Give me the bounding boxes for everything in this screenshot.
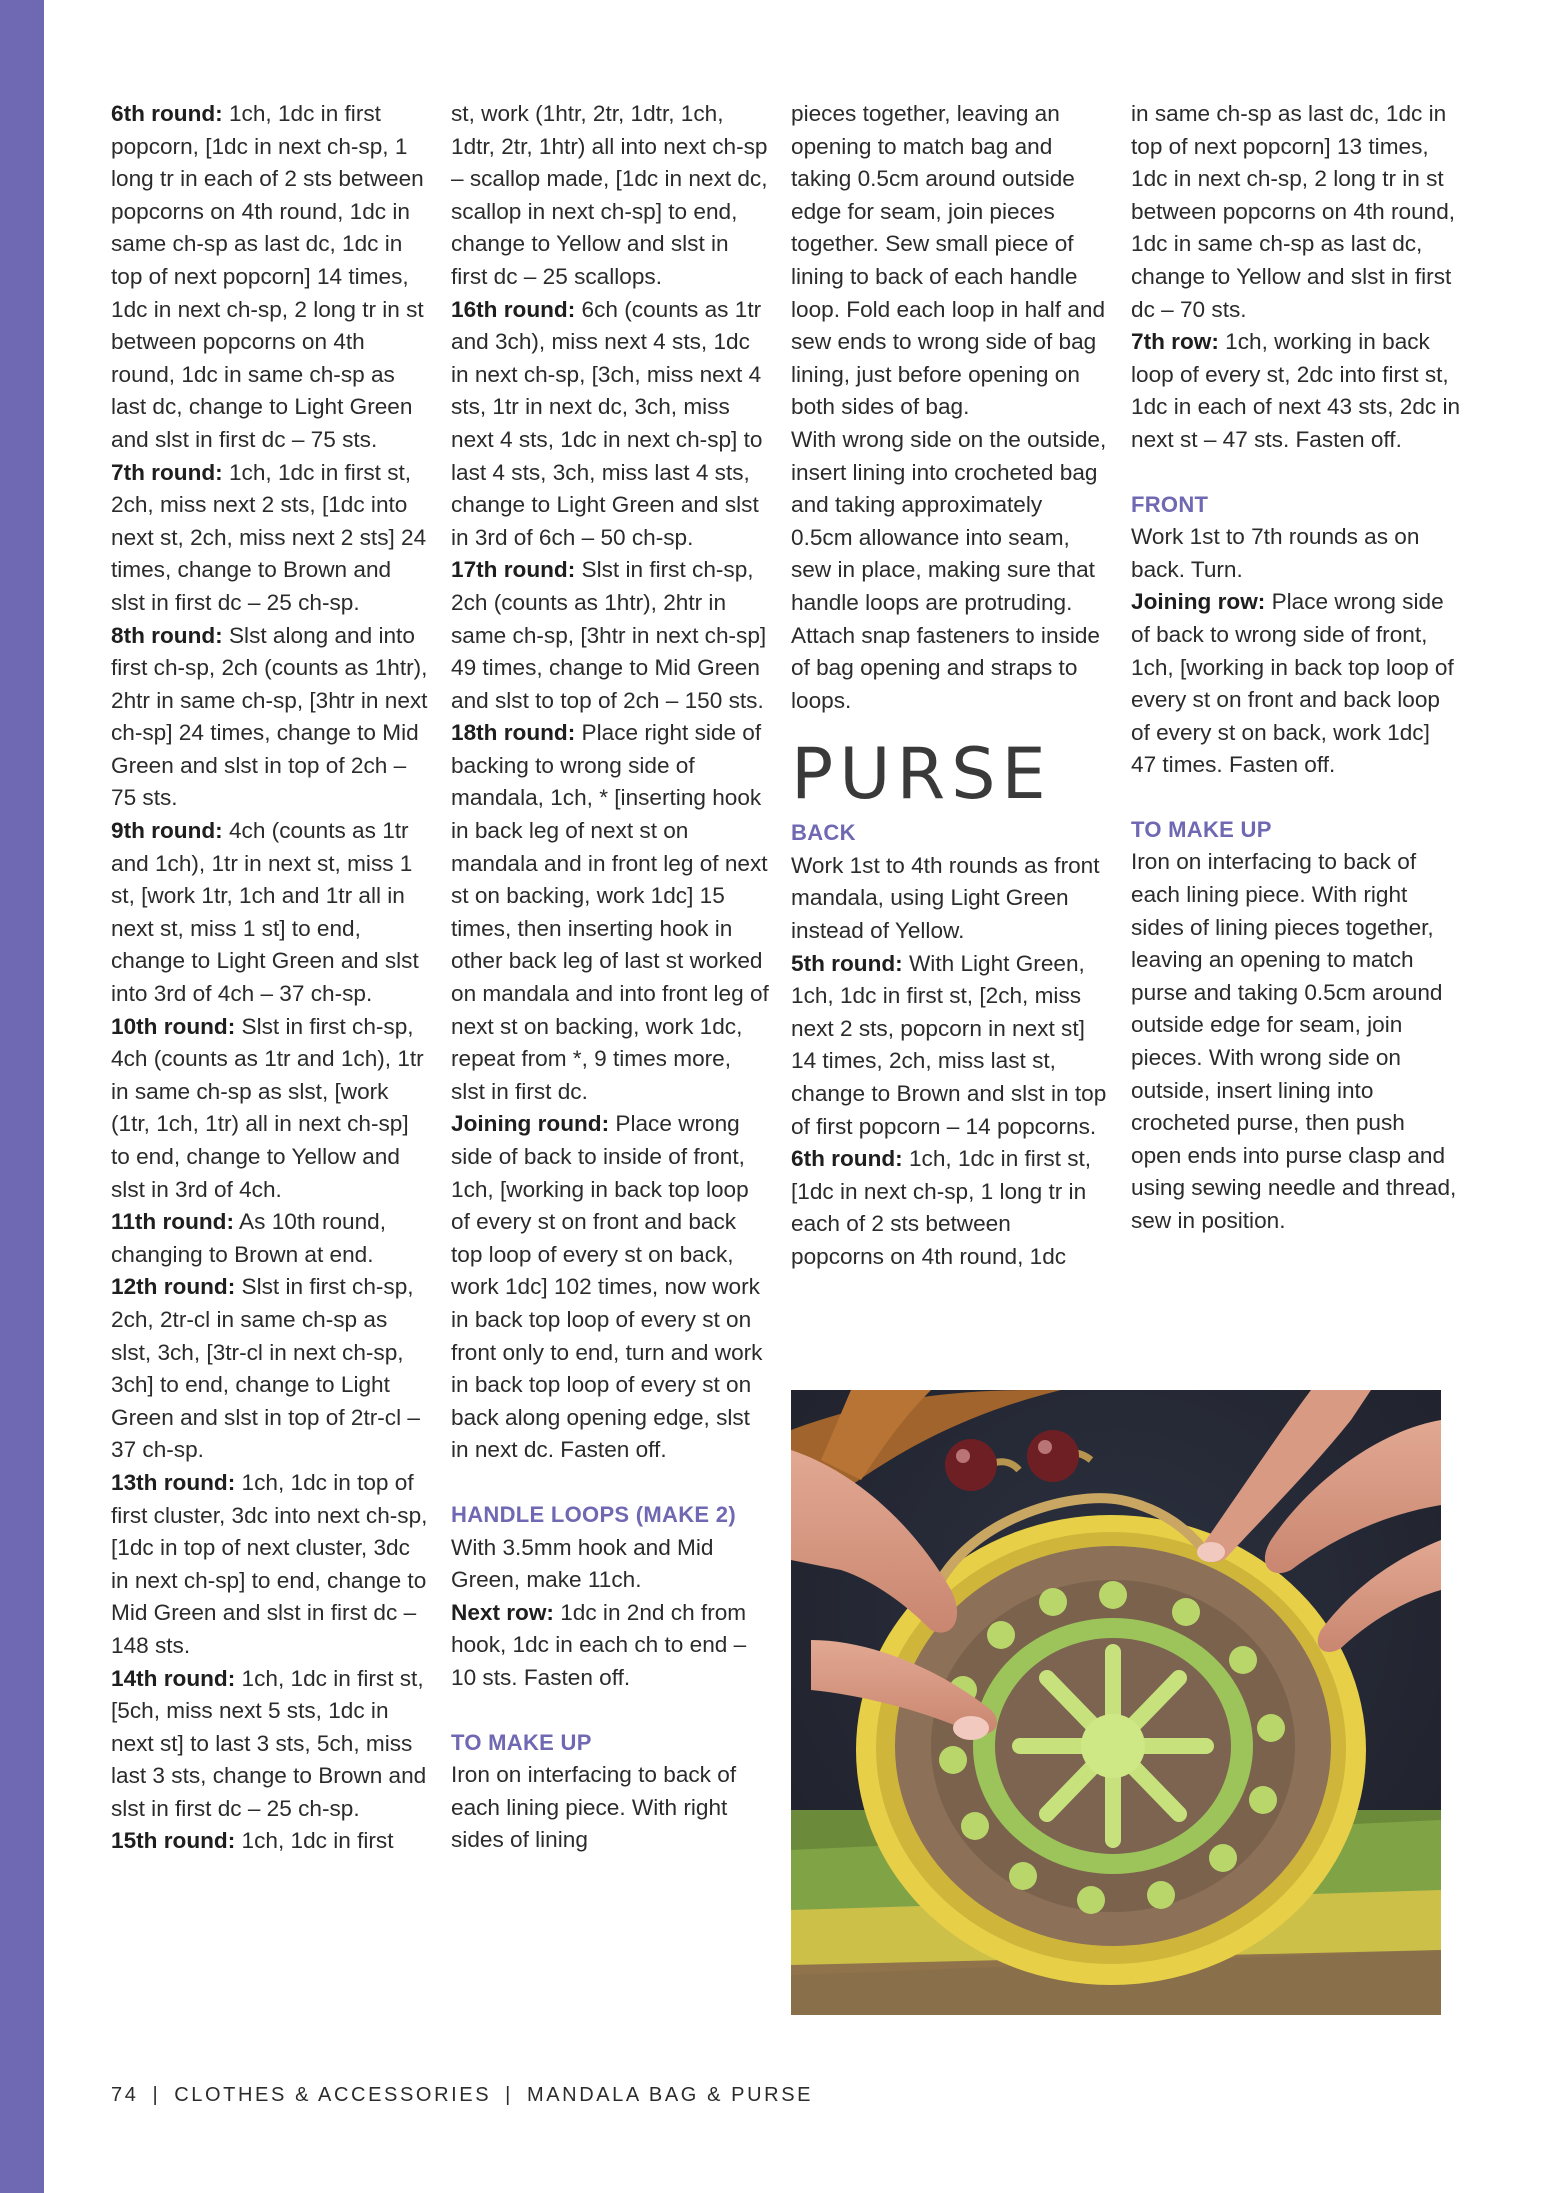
instruction-label: Joining round: — [451, 1111, 610, 1137]
instruction-paragraph — [111, 815, 429, 1011]
instruction-text: 1ch, 1dc in first — [235, 1828, 394, 1854]
instruction-text: Iron on interfacing to back of each lining piece. With right sides of lining — [451, 1762, 737, 1853]
instruction-text: Work 1st to 7th rounds as on back. Turn. — [1131, 524, 1420, 582]
instruction-text: 1ch, 1dc in top of first cluster, 3dc into next ch-sp, [1dc in top of next cluster, 3dc in next ch-sp] to end, change to Mid Green and slst in first dc – 148 sts. — [111, 1469, 428, 1658]
instruction-label: 14th round: — [111, 1665, 236, 1691]
handle-loops-paragraphs — [451, 1532, 769, 1695]
instruction-label: 6th round: — [791, 1146, 903, 1172]
instruction-text: Place wrong side of back to inside of front, 1ch, [working in back top loop of every st on front and back top loop of every st on back, work 1dc] 102 times, now work in back top loop of every st on front only to end, turn and work in back top loop of every st on back along opening edge, slst in next dc. Fasten off. — [451, 1111, 763, 1463]
instruction-paragraph — [1131, 586, 1461, 782]
instruction-paragraph — [791, 850, 1109, 948]
instruction-text: 1ch, working in back loop of every st, 2dc into first st, 1dc in each of next 43 sts, 2dc in next st – 47 sts. Fasten off. — [1131, 329, 1461, 452]
instruction-text: Work 1st to 4th rounds as front mandala, using Light Green instead of Yellow. — [791, 852, 1100, 944]
purse-make-up-paragraphs — [1131, 846, 1461, 1237]
instruction-paragraph — [111, 1011, 429, 1207]
instruction-text: Slst in first ch-sp, 2ch (counts as 1htr), 2htr in same ch-sp, [3htr in next ch-sp] 49 times, change to Mid Green and slst to top of 2ch – 150 sts. — [451, 557, 767, 713]
instruction-label: 8th round: — [111, 622, 223, 648]
instruction-text: 1ch, 1dc in first popcorn, [1dc in next ch-sp, 1 long tr in each of 2 sts between popcorns on 4th round, 1dc in same ch-sp as last dc, 1dc in top of next popcorn] 14 times, 1dc in next ch-sp, 2 long tr in st between popcorns on 4th round, 1dc in same ch-sp as last dc, change to Light Green and slst in first dc – 75 sts. — [111, 101, 424, 452]
instruction-text: 1ch, 1dc in first st, [5ch, miss next 5 sts, 1dc in next st] to last 3 sts, 5ch, miss last 3 sts, change to Brown and slst in first dc – 25 ch-sp. — [111, 1665, 427, 1821]
instruction-paragraph — [1131, 521, 1461, 586]
instruction-text: With wrong side on the outside, insert lining into crocheted bag and taking approximately 0.5cm allowance into seam, sew in place, making sure that handle loops are protruding. Attach snap fasteners to inside of bag opening and straps to loops. — [791, 426, 1107, 713]
instruction-text: 4ch (counts as 1tr and 1ch), 1tr in next st, miss 1 st, [work 1tr, 1ch and 1tr all in next st, miss 1 st] to end, change to Light Green and slst into 3rd of 4ch – 37 ch-sp. — [111, 818, 419, 1007]
instruction-paragraph — [111, 620, 429, 816]
right-fingernail — [1197, 1542, 1225, 1562]
instruction-label: 7th row: — [1131, 329, 1219, 355]
instruction-paragraph — [791, 424, 1109, 717]
instruction-paragraph — [111, 1206, 429, 1271]
instruction-text: 6ch (counts as 1tr and 3ch), miss next 4 sts, 1dc in next ch-sp, [3ch, miss next 4 sts, 1tr in next dc, 3ch, miss next 4 sts, 1dc in next ch-sp] to last 4 sts, 3ch, miss last 4 sts, change to Light Green and slst in 3rd of 6ch – 50 ch-sp. — [451, 296, 763, 550]
edge-color-bar — [0, 0, 44, 2193]
instruction-paragraph — [111, 1271, 429, 1467]
instruction-label: 13th round: — [111, 1469, 236, 1495]
column-2 — [451, 98, 769, 1857]
instruction-text: Iron on interfacing to back of each lining piece. With right sides of lining pieces together, leaving an opening to match purse and taking 0.5cm around outside edge for seam, join pieces. With wrong side on outside, insert lining into crocheted purse, then push open ends into purse clasp and using sewing needle and thread, sew in position. — [1131, 849, 1457, 1233]
instruction-text: 1ch, 1dc in first st, 2ch, miss next 2 sts, [1dc into next st, 2ch, miss next 2 sts] 24 times, change to Brown and slst in first dc – 25 ch-sp. — [111, 459, 427, 615]
footer-section: CLOTHES & ACCESSORIES — [174, 2084, 492, 2106]
purse-front-heading: FRONT — [1131, 491, 1209, 517]
instruction-paragraph — [1131, 846, 1461, 1237]
column-3-paragraphs — [791, 98, 1109, 717]
purse-photo-illustration — [791, 1390, 1441, 2015]
column-2-paragraphs — [451, 98, 769, 1467]
instruction-text: Slst in first ch-sp, 4ch (counts as 1tr and 1ch), 1tr in same ch-sp as slst, [work (1tr, 1ch, 1tr) all in next ch-sp] to end, change to Yellow and slst in 3rd of 4ch. — [111, 1013, 424, 1202]
instruction-label: Next row: — [451, 1599, 554, 1625]
instruction-paragraph — [111, 457, 429, 620]
instruction-text: Place right side of backing to wrong side of mandala, 1ch, * [inserting hook in back leg of next st on mandala and in front leg of next st on backing, work 1dc] 15 times, then inserting hook in other back leg of last st worked on mandala and into front leg of next st on backing, work 1dc, repeat from *, 9 times more, slst in first dc. — [451, 720, 769, 1104]
instruction-label: 17th round: — [451, 557, 576, 583]
instruction-paragraph — [1131, 98, 1461, 326]
instruction-paragraph — [451, 1759, 769, 1857]
purse-center — [1081, 1714, 1145, 1778]
purse-make-up-heading: TO MAKE UP — [1131, 816, 1272, 842]
instruction-label: 18th round: — [451, 720, 576, 746]
purse-back-paragraphs — [791, 850, 1109, 1274]
instruction-label: 16th round: — [451, 296, 576, 322]
instruction-text: st, work (1htr, 2tr, 1dtr, 1ch, 1dtr, 2tr, 1htr) all into next ch-sp – scallop made, [1dc in next dc, scallop in next ch-sp] to end, change to Yellow and slst in first dc – 25 scallops. — [451, 101, 768, 289]
instruction-paragraph — [111, 1663, 429, 1826]
column-1 — [111, 98, 429, 1858]
instruction-text: With Light Green, 1ch, 1dc in first st, [2ch, miss next 2 sts, popcorn in next st] 14 times, 2ch, miss last st, change to Brown and slst in top of first popcorn – 14 popcorns. — [791, 950, 1107, 1139]
instruction-text: pieces together, leaving an opening to match bag and taking 0.5cm around outside edge for seam, join pieces together. Sew small piece of lining to back of each handle loop. Fold each loop in half and sew ends to wrong side of bag lining, just before opening on both sides of bag. — [791, 101, 1106, 420]
instruction-label: 12th round: — [111, 1274, 236, 1300]
instruction-paragraph — [451, 554, 769, 717]
instruction-text: Slst in first ch-sp, 2ch, 2tr-cl in same ch-sp as slst, 3ch, [3tr-cl in next ch-sp, 3ch] to end, change to Light Green and slst in top of 2tr-cl – 37 ch-sp. — [111, 1274, 420, 1463]
column-1-paragraphs — [111, 98, 429, 1858]
instruction-paragraph — [791, 1143, 1109, 1273]
instruction-paragraph — [451, 98, 769, 294]
page-number: 74 — [111, 2084, 139, 2106]
column-4 — [1131, 98, 1461, 1238]
instruction-label: 7th round: — [111, 459, 223, 485]
column-3 — [791, 98, 1109, 1274]
instruction-paragraph — [111, 98, 429, 457]
instruction-paragraph — [451, 717, 769, 1108]
instruction-paragraph — [791, 98, 1109, 424]
instruction-label: 9th round: — [111, 818, 223, 844]
instruction-paragraph — [791, 948, 1109, 1144]
left-fingernail — [953, 1716, 989, 1740]
instruction-label: 11th round: — [111, 1209, 235, 1235]
page-footer — [111, 2084, 813, 2107]
instruction-paragraph — [451, 294, 769, 555]
instruction-label: 15th round: — [111, 1828, 236, 1854]
footer-divider: | — [152, 2084, 161, 2106]
clasp-knob-right — [1027, 1430, 1079, 1482]
clasp-knob-left — [945, 1439, 997, 1491]
handle-loops-heading: HANDLE LOOPS (MAKE 2) — [451, 1501, 736, 1527]
footer-divider-2: | — [505, 2084, 513, 2106]
column-4-paragraphs — [1131, 98, 1461, 457]
instruction-paragraph — [111, 1467, 429, 1663]
instruction-text: in same ch-sp as last dc, 1dc in top of next popcorn] 13 times, 1dc in next ch-sp, 2 long tr in st between popcorns on 4th round, 1dc in same ch-sp as last dc, change to Yellow and slst in first dc – 70 sts. — [1131, 101, 1456, 322]
instruction-text: Slst along and into first ch-sp, 2ch (counts as 1htr), 2htr in same ch-sp, [3htr in next ch-sp] 24 times, change to Mid Green and slst in top of 2ch – 75 sts. — [111, 622, 428, 811]
instruction-text: 1dc in 2nd ch from hook, 1dc in each ch to end – 10 sts. Fasten off. — [451, 1599, 747, 1690]
instruction-paragraph — [1131, 326, 1461, 456]
bag-make-up-heading: TO MAKE UP — [451, 1729, 592, 1755]
instruction-text: 1ch, 1dc in first st, [1dc in next ch-sp, 1 long tr in each of 2 sts between popcorns on 4th round, 1dc — [791, 1146, 1092, 1269]
instruction-label: Joining row: — [1131, 589, 1266, 615]
purse-back-heading: BACK — [791, 820, 856, 846]
instruction-paragraph — [451, 1532, 769, 1597]
instruction-paragraph — [451, 1597, 769, 1695]
instruction-paragraph — [451, 1108, 769, 1467]
purse-title: PURSE — [791, 733, 1052, 816]
purse-photo — [791, 1390, 1441, 2015]
instruction-text: With 3.5mm hook and Mid Green, make 11ch. — [451, 1534, 714, 1593]
instruction-text: As 10th round, changing to Brown at end. — [111, 1209, 387, 1267]
instruction-label: 6th round: — [111, 101, 223, 126]
instruction-label: 5th round: — [791, 950, 903, 976]
purse-front-paragraphs — [1131, 521, 1461, 782]
instruction-text: Place wrong side of back to wrong side of front, 1ch, [working in back top loop of every st on front and back loop of every st on back, work 1dc] 47 times. Fasten off. — [1131, 589, 1454, 778]
instruction-paragraph — [111, 1825, 429, 1858]
footer-article: MANDALA BAG & PURSE — [526, 2084, 814, 2106]
instruction-label: 10th round: — [111, 1013, 236, 1039]
bag-make-up-paragraphs — [451, 1759, 769, 1857]
